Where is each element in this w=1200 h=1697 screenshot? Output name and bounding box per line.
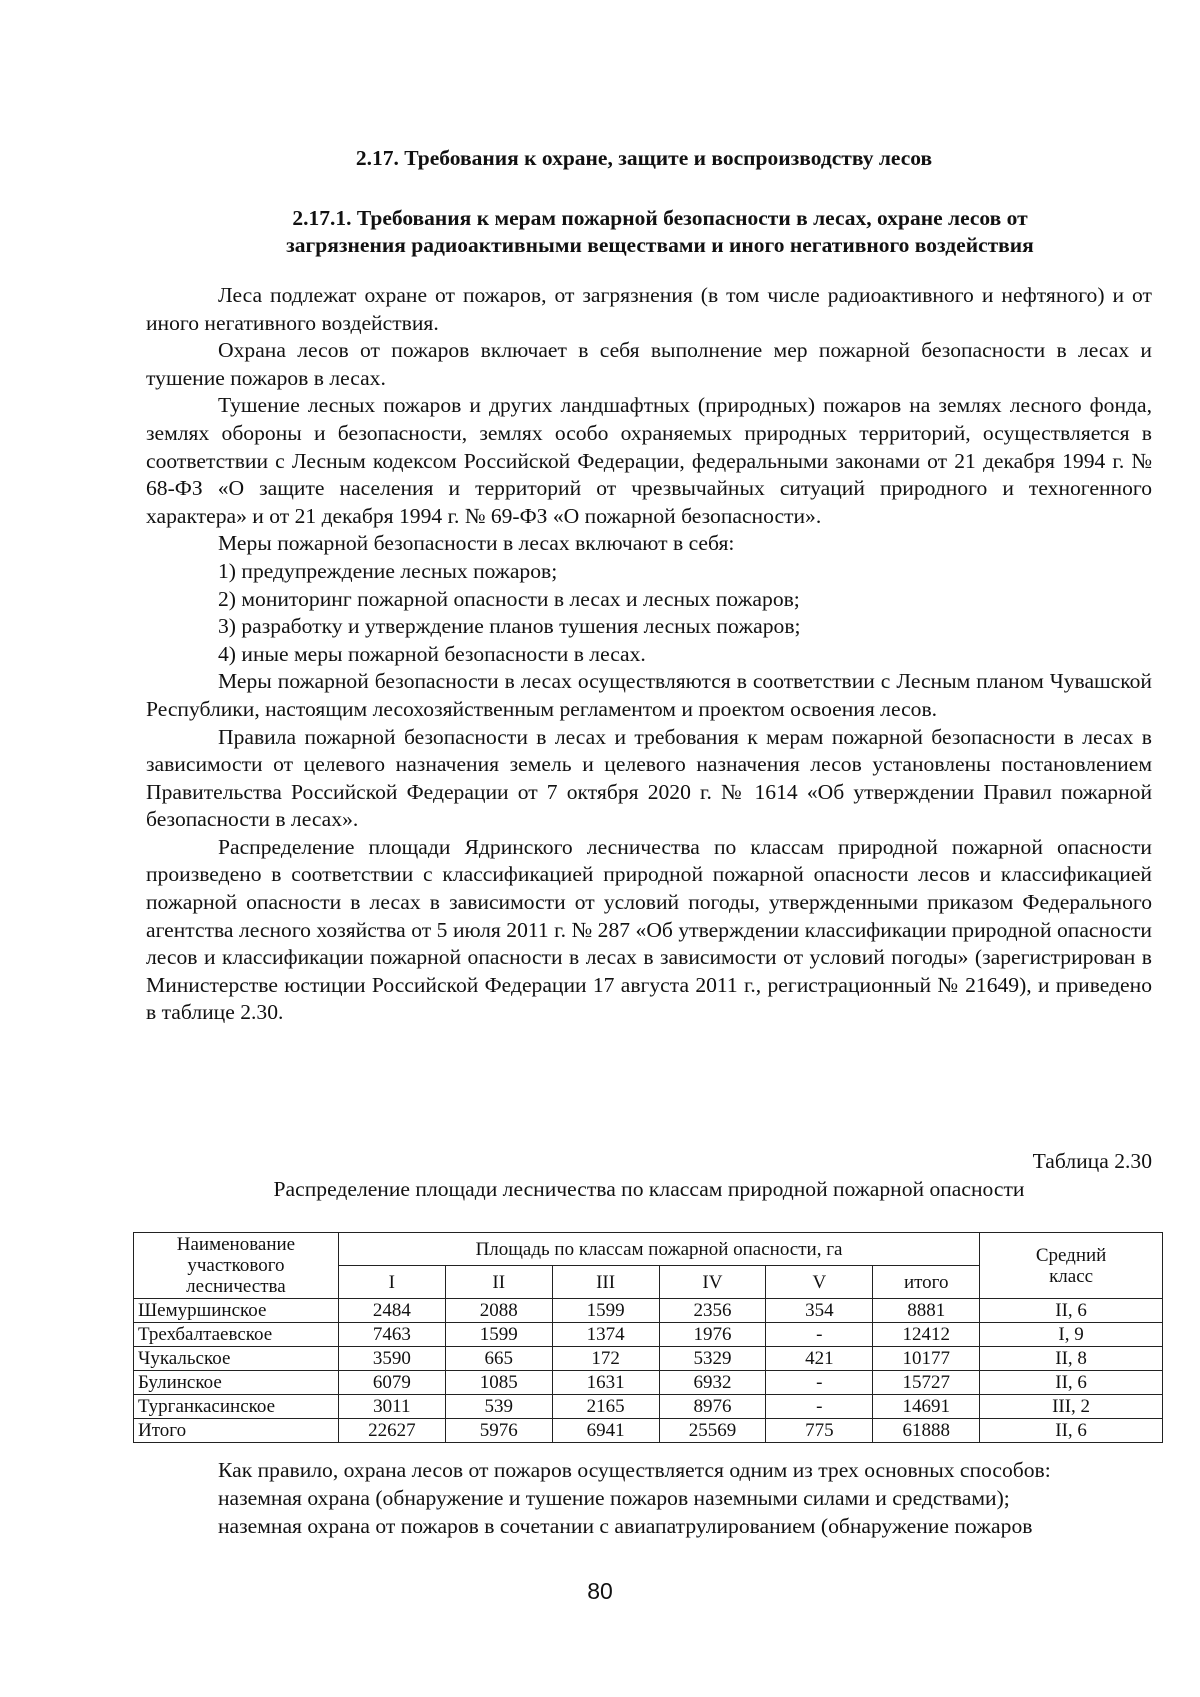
table-row [134,1395,1163,1419]
header-area-group: Площадь по классам пожарной опасности, га [338,1233,979,1266]
list-item: 3) разработку и утверждение планов тушения лесных пожаров; [218,614,801,639]
table-cell: 2088 [445,1299,552,1323]
paragraph: Правила пожарной безопасности в лесах и требования к мерам пожарной безопасности в лесах в зависимости от целевого назначения земель и целевого назначения лесов установлены постановлением Правительства Российской Федерации от 7 октября 2020 г. № 1614 «Об утверждении Правил пожарной безопасности в лесах». [146,724,1152,832]
header-average-line-2: класс [1049,1265,1094,1287]
table-cell: 1085 [445,1371,552,1395]
page-number: 80 [587,1578,613,1604]
table-cell: 12412 [873,1323,980,1347]
table-cell: 1374 [552,1323,659,1347]
paragraph: наземная охрана (обнаружение и тушение пожаров наземными силами и средствами); [218,1486,1010,1510]
table-cell: 8976 [659,1395,766,1419]
table-cell: 775 [766,1419,873,1443]
header-col: V [766,1266,873,1299]
paragraph: Охрана лесов от пожаров включает в себя выполнение мер пожарной безопасности в лесах и тушение пожаров в лесах. [146,338,1152,390]
table-cell: 2484 [338,1299,445,1323]
row-name-cell: Чукальское [134,1347,339,1371]
table-cell: - [766,1395,873,1419]
table-cell: 6941 [552,1419,659,1443]
table-cell: 1976 [659,1323,766,1347]
table-cell: 172 [552,1347,659,1371]
table-cell: 2356 [659,1299,766,1323]
subsection-heading [220,205,1100,259]
list-item: 4) иные меры пожарной безопасности в лесах. [218,641,646,666]
after-table-text [146,1456,1152,1540]
table-cell: 61888 [873,1419,980,1443]
paragraph: Распределение площади Ядринского лесничества по классам природной пожарной опасности произведено в соответствии с классификацией природной пожарной опасности лесов и классификацией пожарной опасности в лесах в зависимости от условий погоды, утвержденными приказом Федерального агентства лесного хозяйства от 5 июля 2011 г. № 287 «Об утверждении классификации природной опасности лесов и классификации пожарной опасности в лесах в зависимости от условий погоды» (зарегистрирован в Министерстве юстиции Российской Федерации 17 августа 2011 г., регистрационный № 21649), и приведено в таблице 2.30. [146,834,1152,1025]
paragraph: наземная охрана от пожаров в сочетании с авиапатрулированием (обнаружение пожаров [218,1514,1033,1538]
table-row [134,1347,1163,1371]
header-average-line-1: Средний [1035,1244,1107,1266]
table-body [134,1299,1163,1443]
table-cell: II, 6 [980,1419,1163,1443]
table-row [134,1323,1163,1347]
table-cell: - [766,1371,873,1395]
table-row [134,1299,1163,1323]
table-row [134,1419,1163,1443]
table-row [134,1371,1163,1395]
table-cell: 5329 [659,1347,766,1371]
table-cell: 1599 [445,1323,552,1347]
table-cell: III, 2 [980,1395,1163,1419]
table-cell: 22627 [338,1419,445,1443]
paragraph: Тушение лесных пожаров и других ландшафтных (природных) пожаров на землях лесного фонда, землях обороны и безопасности, землях особо охраняемых природных территорий, осуществляется в соответствии с Лесным кодексом Российской Федерации, федеральными законами от 21 декабря 1994 г. № 68-ФЗ «О защите населения и территорий от чрезвычайных ситуаций природного и техногенного характера» и от 21 декабря 1994 г. № 69-ФЗ «О пожарной безопасности». [146,393,1152,528]
row-name-cell: Трехбалтаевское [134,1323,339,1347]
header-col: II [445,1266,552,1299]
table-cell: 6932 [659,1371,766,1395]
table-cell: II, 6 [980,1299,1163,1323]
header-col: I [338,1266,445,1299]
header-col: IV [659,1266,766,1299]
header-col: III [552,1266,659,1299]
table-cell: II, 6 [980,1371,1163,1395]
header-col: итого [873,1266,980,1299]
subsection-heading-line-2: загрязнения радиоактивными веществами и иного негативного воздействия [286,233,1034,257]
header-name [134,1233,339,1299]
header-average-class [980,1233,1163,1299]
table-cell: 665 [445,1347,552,1371]
fire-class-table [133,1232,1163,1443]
header-name-line-2: участкового лесничества [186,1255,286,1297]
row-name-cell: Итого [134,1419,339,1443]
paragraph: Как правило, охрана лесов от пожаров осуществляется одним из трех основных способов: [218,1458,1051,1482]
section-heading: 2.17. Требования к охране, защите и воспроизводству лесов [355,146,933,170]
table-cell: 15727 [873,1371,980,1395]
table-cell: 7463 [338,1323,445,1347]
header-name-line-1: Наименование [176,1234,296,1255]
table-cell: II, 8 [980,1347,1163,1371]
table-cell: 3590 [338,1347,445,1371]
table-cell: 5976 [445,1419,552,1443]
table-cell: 2165 [552,1395,659,1419]
subsection-heading-line-1: 2.17.1. Требования к мерам пожарной безопасности в лесах, охране лесов от [292,206,1028,230]
table-cell: 8881 [873,1299,980,1323]
table-cell: 6079 [338,1371,445,1395]
row-name-cell: Шемуршинское [134,1299,339,1323]
body-text [146,282,1152,1027]
table-title: Распределение площади лесничества по классам природной пожарной опасности [273,1177,1025,1201]
row-name-cell: Турганкасинское [134,1395,339,1419]
table-cell: 10177 [873,1347,980,1371]
table-cell: I, 9 [980,1323,1163,1347]
table-cell: - [766,1323,873,1347]
table-label: Таблица 2.30 [1032,1149,1152,1173]
row-name-cell: Булинское [134,1371,339,1395]
table-cell: 421 [766,1347,873,1371]
paragraph: Меры пожарной безопасности в лесах включают в себя: [218,531,735,556]
paragraph: Меры пожарной безопасности в лесах осуществляются в соответствии с Лесным планом Чувашской Республики, настоящим лесохозяйственным регламентом и проектом освоения лесов. [146,669,1152,721]
table-cell: 539 [445,1395,552,1419]
paragraph: Леса подлежат охране от пожаров, от загрязнения (в том числе радиоактивного и нефтяного) и от иного негативного воздействия. [146,283,1152,335]
list-item: 1) предупреждение лесных пожаров; [218,558,558,583]
table-cell: 1631 [552,1371,659,1395]
table-cell: 3011 [338,1395,445,1419]
table-cell: 14691 [873,1395,980,1419]
table-cell: 25569 [659,1419,766,1443]
table-cell: 1599 [552,1299,659,1323]
list-item: 2) мониторинг пожарной опасности в лесах и лесных пожаров; [218,586,800,611]
table-cell: 354 [766,1299,873,1323]
table-header-row [134,1233,1163,1266]
